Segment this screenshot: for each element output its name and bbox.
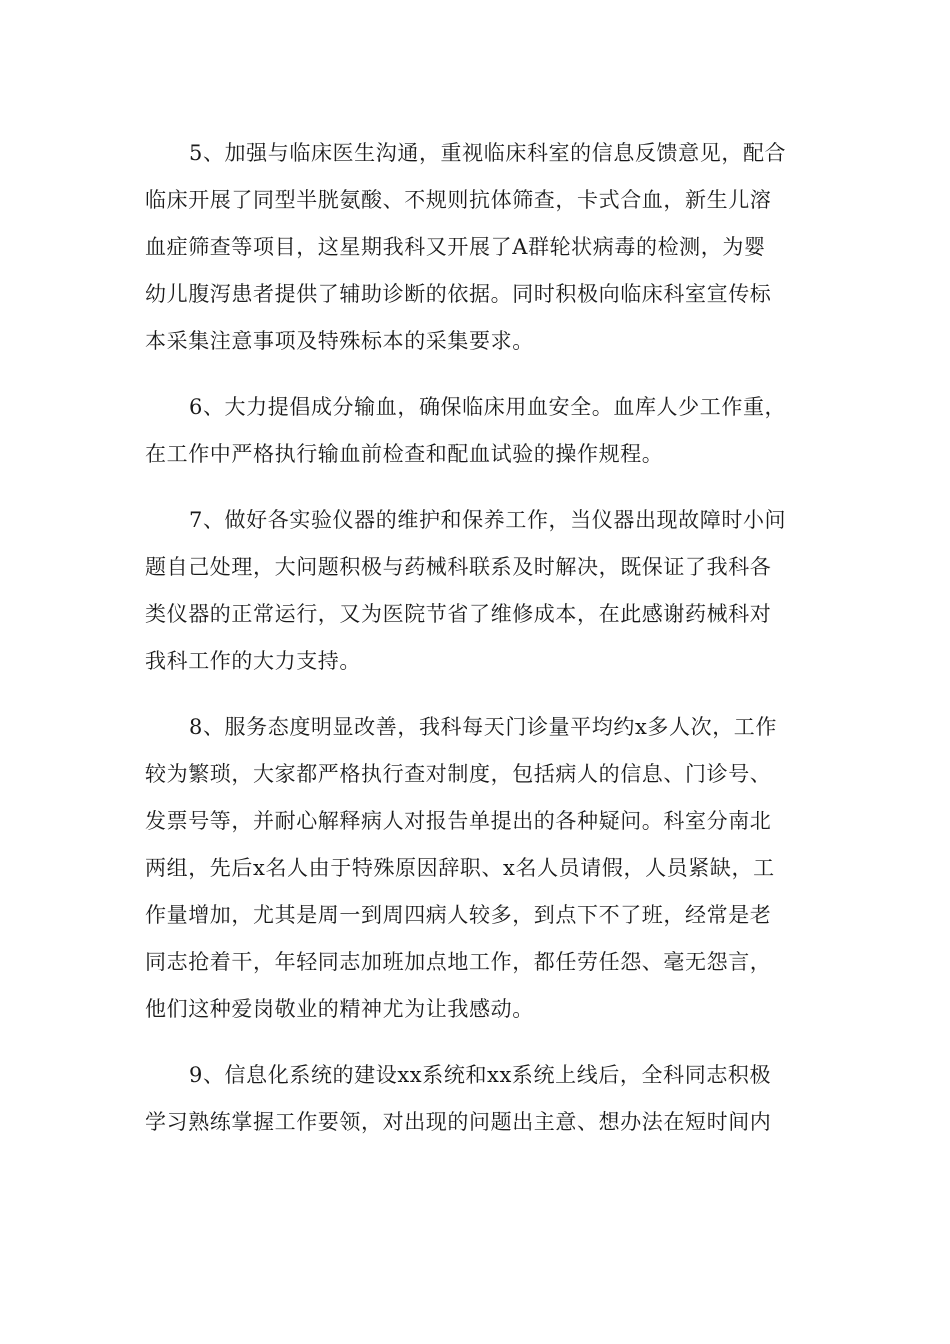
text-line: 题自己处理，大问题积极与药械科联系及时解决，既保证了我科各: [145, 555, 772, 579]
text-line: 发票号等，并耐心解释病人对报告单提出的各种疑问。科室分南北: [145, 809, 772, 833]
paragraph-9: [145, 1052, 810, 1146]
text-line: 本采集注意事项及特殊标本的采集要求。: [145, 329, 534, 353]
document-body: [145, 130, 810, 1165]
paragraph-6: [145, 384, 810, 478]
text-line: 9、信息化系统的建设xx系统和xx系统上线后，全科同志积极: [189, 1063, 772, 1087]
text-line: 两组，先后x名人由于特殊原因辞职、x名人员请假，人员紧缺，工: [145, 856, 775, 880]
text-line: 8、服务态度明显改善，我科每天门诊量平均约x多人次，工作: [189, 715, 778, 739]
text-line: 较为繁琐，大家都严格执行查对制度，包括病人的信息、门诊号、: [145, 762, 772, 786]
text-line: 5、加强与临床医生沟通，重视临床科室的信息反馈意见，配合: [189, 141, 787, 165]
text-line: 类仪器的正常运行，又为医院节省了维修成本，在此感谢药械科对: [145, 602, 772, 626]
paragraph-5: [145, 130, 810, 365]
text-line: 同志抢着干，年轻同志加班加点地工作，都任劳任怨、毫无怨言，: [145, 950, 772, 974]
text-line: 作量增加，尤其是周一到周四病人较多，到点下不了班，经常是老: [145, 903, 772, 927]
text-line: 幼儿腹泻患者提供了辅助诊断的依据。同时积极向临床科室宣传标: [145, 282, 772, 306]
text-line: 临床开展了同型半胱氨酸、不规则抗体筛查，卡式合血，新生儿溶: [145, 188, 772, 212]
text-line: 6、大力提倡成分输血，确保临床用血安全。血库人少工作重，: [189, 395, 787, 419]
paragraph-8: [145, 704, 810, 1033]
text-line: 7、做好各实验仪器的维护和保养工作，当仪器出现故障时小问: [189, 508, 787, 532]
text-line: 学习熟练掌握工作要领，对出现的问题出主意、想办法在短时间内: [145, 1110, 772, 1134]
text-line: 在工作中严格执行输血前检查和配血试验的操作规程。: [145, 442, 664, 466]
paragraph-7: [145, 497, 810, 685]
text-line: 血症筛查等项目，这星期我科又开展了A群轮状病毒的检测，为婴: [145, 235, 766, 259]
text-line: 他们这种爱岗敬业的精神尤为让我感动。: [145, 997, 534, 1021]
text-line: 我科工作的大力支持。: [145, 649, 361, 673]
